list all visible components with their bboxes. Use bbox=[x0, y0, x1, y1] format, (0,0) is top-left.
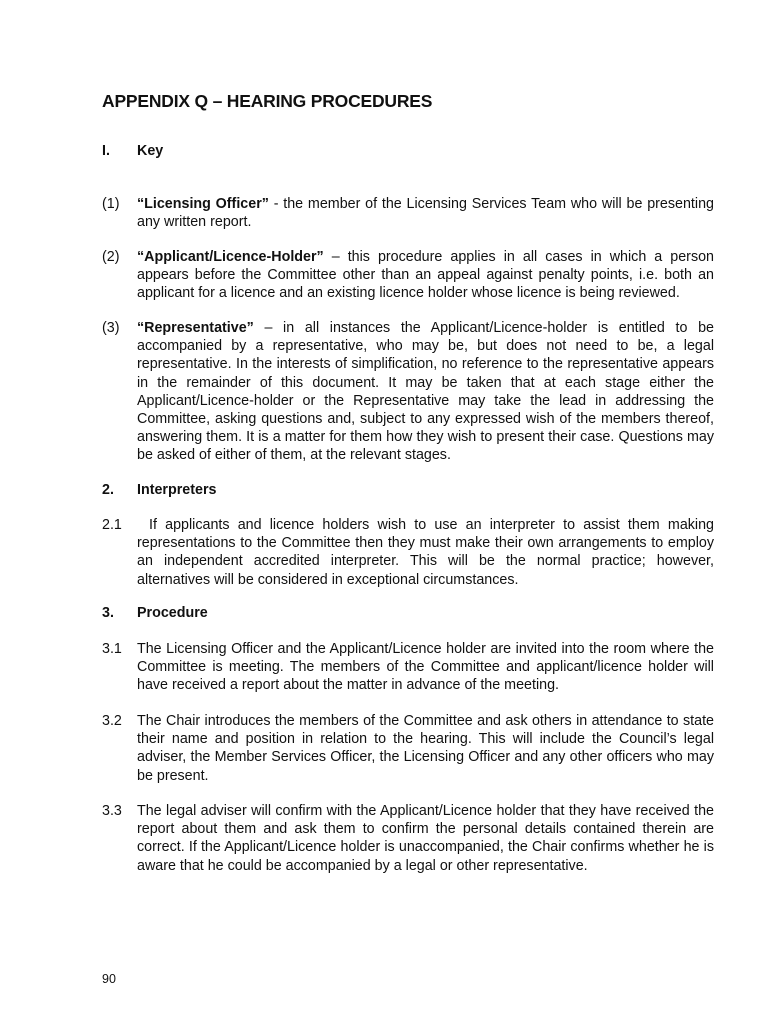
section-heading-interpreters bbox=[102, 482, 216, 498]
section-title: Key bbox=[137, 143, 164, 159]
item-number: 3.1 bbox=[102, 641, 122, 657]
defined-term: “Representative” bbox=[137, 320, 254, 336]
definition-item-licensing-officer bbox=[102, 195, 714, 231]
item-number: 2.1 bbox=[102, 517, 122, 533]
item-body: If applicants and licence holders wish to use an interpreter to assist them making representations to the Committee then they must make their own arrangements to employ an independent accredited interpreter. This will be the normal practice; however, alternatives will be considered in exceptional circumstances. bbox=[137, 517, 714, 588]
item-number: (1) bbox=[102, 196, 120, 212]
item-number: (3) bbox=[102, 320, 120, 336]
defined-term: “Licensing Officer” bbox=[137, 196, 269, 212]
definition-item-representative bbox=[102, 319, 714, 465]
section-number: I. bbox=[102, 143, 110, 159]
item-body bbox=[137, 195, 714, 231]
section-title: Interpreters bbox=[137, 482, 217, 498]
definition-item-applicant bbox=[102, 248, 714, 303]
page-number: 90 bbox=[102, 972, 116, 986]
item-body: The legal adviser will confirm with the Applicant/Licence holder that they have received the report about them and ask them to confirm the personal details contained therein are correct. If the Applicant/Licence holder is unaccompanied, the Chair confirms whether he is aware that he could be accompanied by a legal or other representative. bbox=[137, 803, 714, 874]
item-body: The Chair introduces the members of the Committee and ask others in attendance to state their name and position in relation to the hearing. This will include the Council’s legal adviser, the Member Services Officer, the Licensing Officer and any other officers who may be present. bbox=[137, 713, 714, 784]
paragraph-2-1 bbox=[102, 516, 714, 589]
section-heading-procedure bbox=[102, 605, 208, 621]
definition-text: – in all instances the Applicant/Licence-holder is entitled to be accompanied by a representative, who may be, but does not need to be, a legal representative. In the interests of simplification, no reference to the representative appears in the remainder of this document. It may be taken that at each stage either the Applicant/Licence-holder or the Representative may take the lead in addressing the Committee, asking questions and, subject to any expressed wish of the members thereof, answering them. It is a matter for them how they wish to present their case. Questions may be asked of either of them, at the relevant stages. bbox=[137, 320, 714, 464]
paragraph-3-3 bbox=[102, 802, 714, 875]
item-body bbox=[137, 248, 714, 303]
section-title: Procedure bbox=[137, 605, 208, 621]
defined-term: “Applicant/Licence-Holder” bbox=[137, 249, 324, 265]
item-body: The Licensing Officer and the Applicant/Licence holder are invited into the room where the Committee is meeting. The members of the Committee and applicant/licence holder will have received a report about the matter in advance of the meeting. bbox=[137, 641, 714, 694]
paragraph-3-1 bbox=[102, 640, 714, 695]
section-number: 3. bbox=[102, 605, 114, 621]
item-number: 3.3 bbox=[102, 803, 122, 819]
definition-text: – this procedure applies in all cases in which a person appears before the Committee other than an appeal against penalty points, i.e. both an applicant for a licence and an existing licence holder whose licence is being reviewed. bbox=[137, 249, 714, 302]
section-number: 2. bbox=[102, 482, 114, 498]
page-title: APPENDIX Q – HEARING PROCEDURES bbox=[102, 91, 433, 111]
paragraph-3-2 bbox=[102, 712, 714, 785]
item-body bbox=[137, 319, 714, 465]
definition-text: - the member of the Licensing Services Team who will be presenting any written report. bbox=[137, 196, 714, 231]
item-number: 3.2 bbox=[102, 713, 122, 729]
item-number: (2) bbox=[102, 249, 120, 265]
section-heading-key bbox=[102, 143, 163, 159]
